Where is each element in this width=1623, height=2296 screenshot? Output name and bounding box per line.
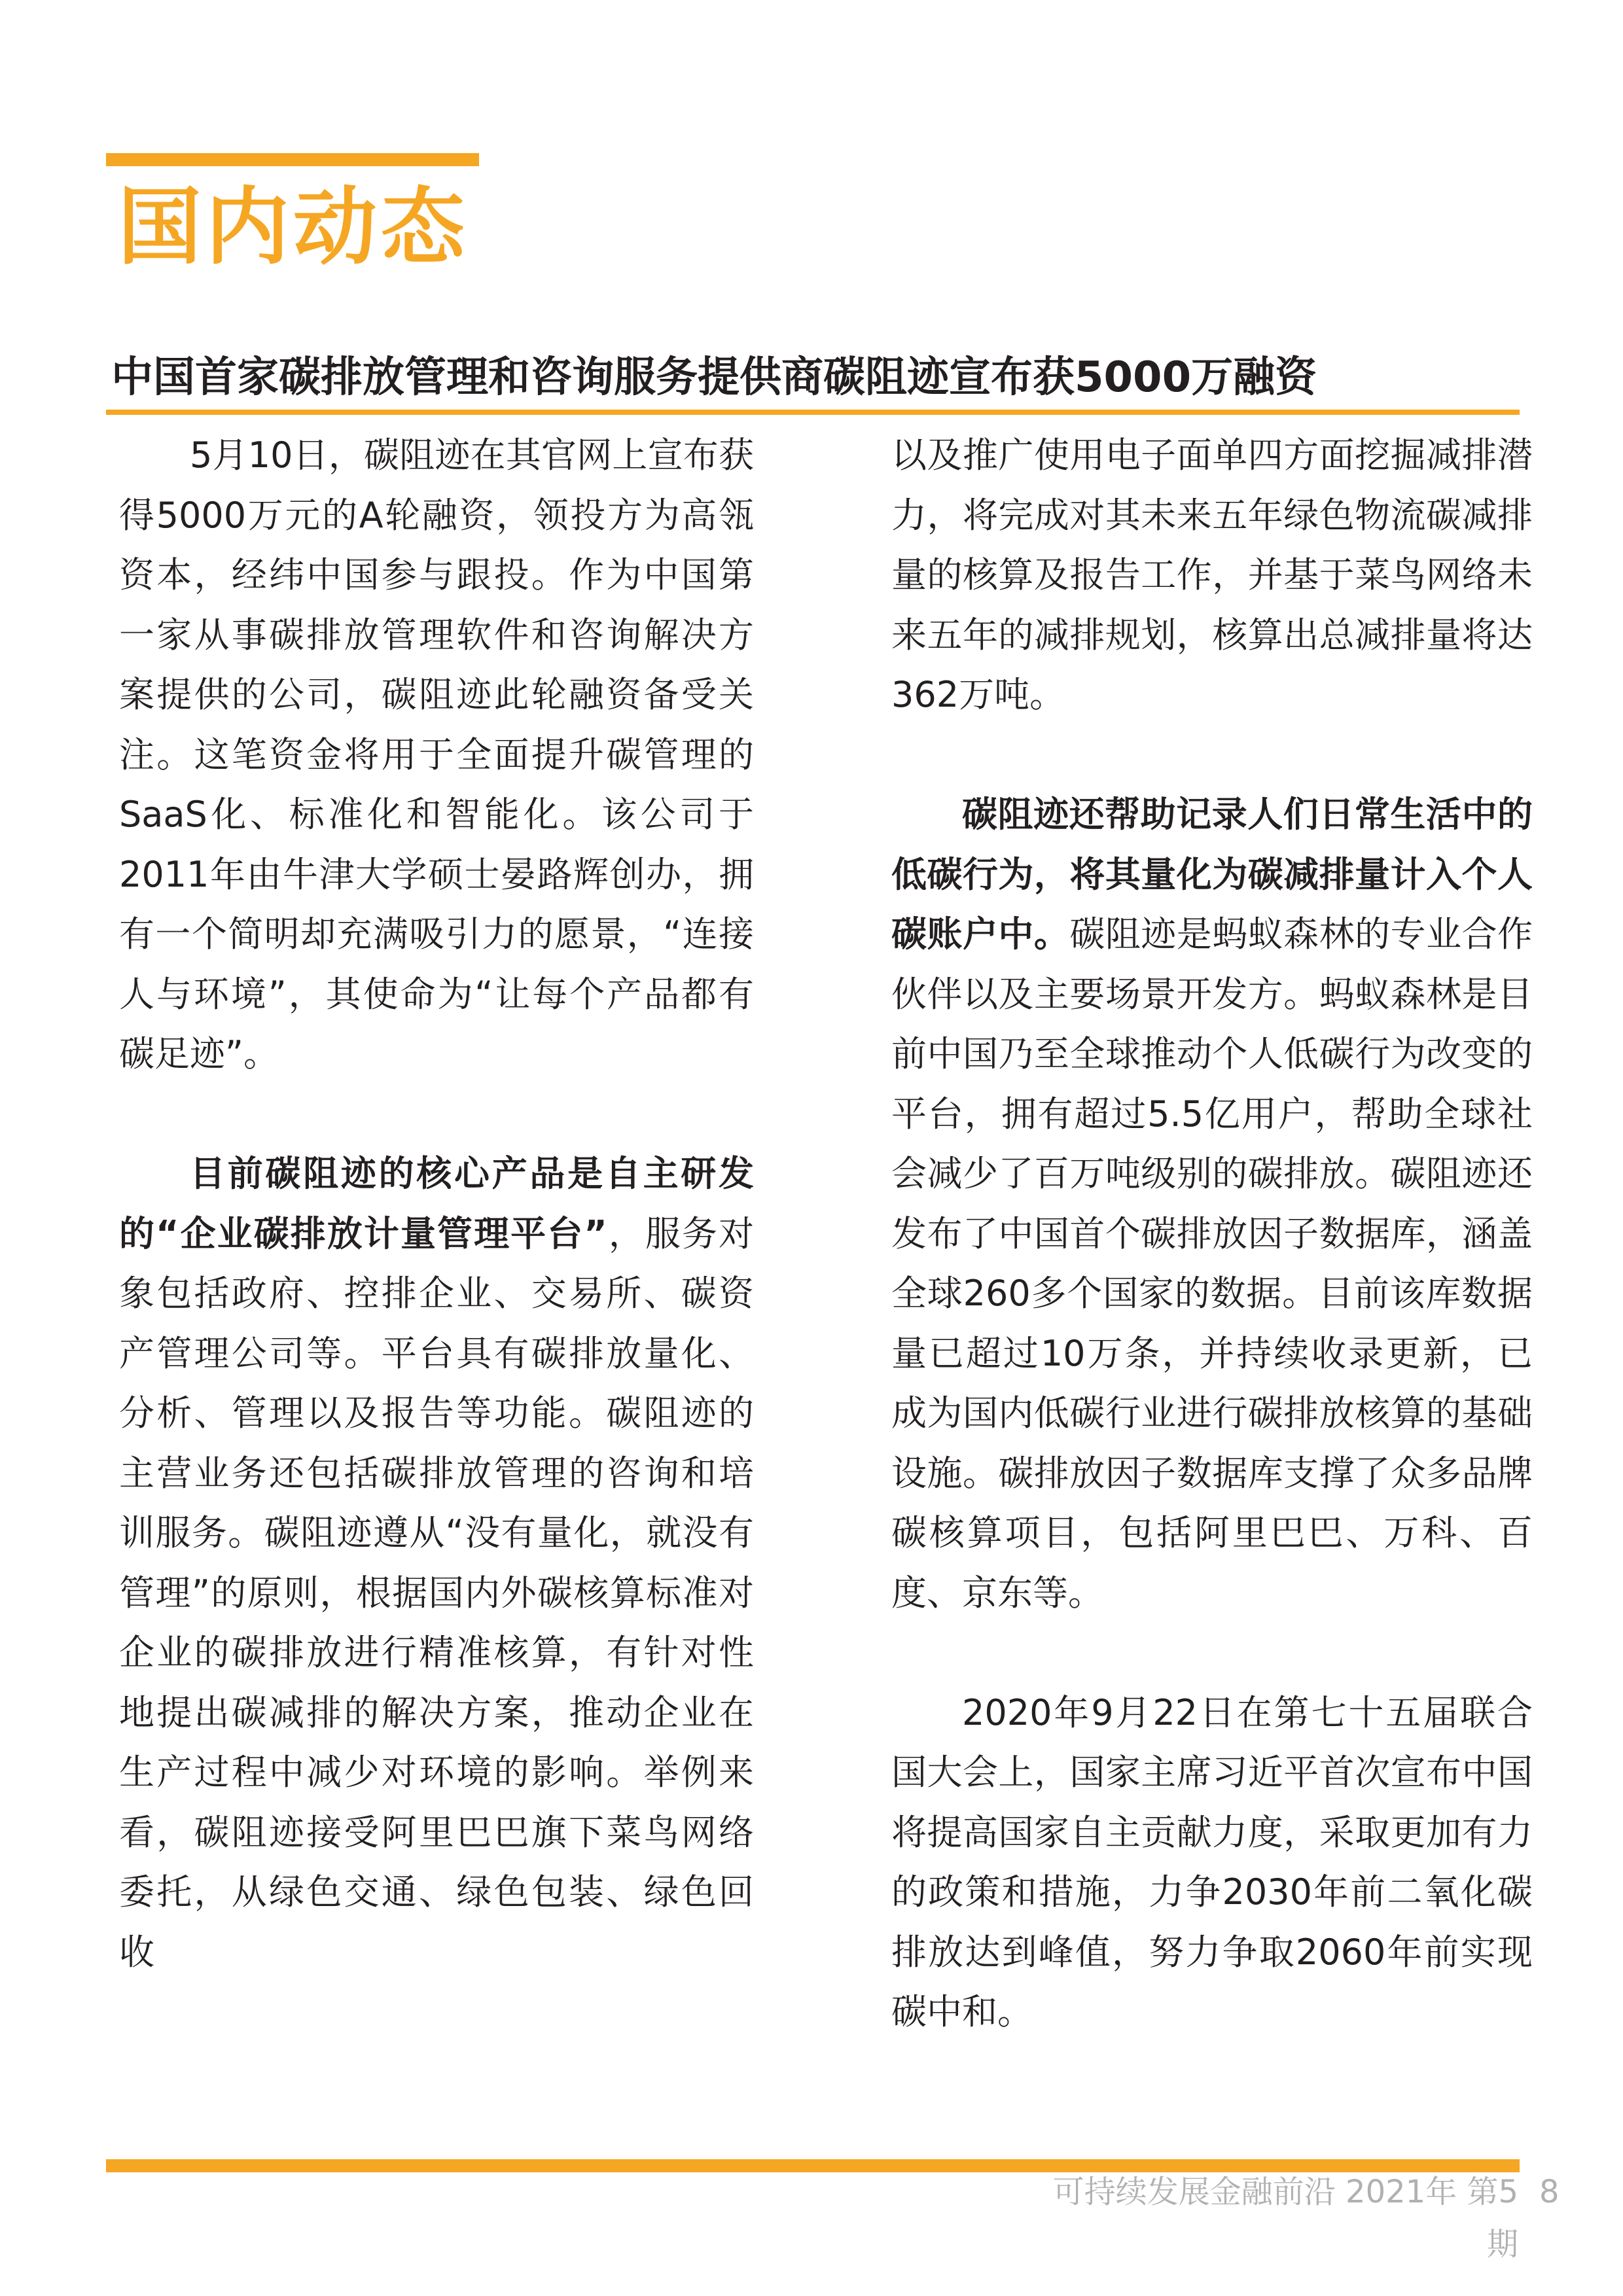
- article-column-left: [119, 425, 754, 1982]
- page-number: 8: [1539, 2174, 1560, 2210]
- paragraph: [119, 1144, 754, 1982]
- paragraph-text: 碳阻迹是蚂蚁森林的专业合作伙伴以及主要场景开发方。蚂蚁森林是目前中国乃至全球推动个人低碳行为改变的平台，拥有超过5.5亿用户，帮助全球社会减少了百万吨级别的碳排放。碳阻迹还发布了中国首个碳排放因子数据库，涵盖全球260多个国家的数据。目前该库数据量已超过10万条，并持续收录更新，已成为国内低碳行业进行碳排放核算的基础设施。碳排放因子数据库支撑了众多品牌碳核算项目，包括阿里巴巴、万科、百度、京东等。: [891, 913, 1533, 1614]
- paragraph-text: ，服务对象包括政府、控排企业、交易所、碳资产管理公司等。平台具有碳排放量化、分析、管理以及报告等功能。碳阻迹的主营业务还包括碳排放管理的咨询和培训服务。碳阻迹遵从“没有量化，就没有管理”的原则，根据国内外碳核算标准对企业的碳排放进行精准核算，有针对性地提出碳减排的解决方案，推动企业在生产过程中减少对环境的影响。举例来看，碳阻迹接受阿里巴巴旗下菜鸟网络委托，从绿色交通、绿色包装、绿色回收: [119, 1212, 755, 1973]
- article-column-right: [891, 425, 1533, 2042]
- paragraph-bold-lead: 碳阻迹还帮助记录人们日常生活中的低碳行为，将其量化为碳减排量计入个人碳账户中。: [891, 794, 1533, 955]
- headline-underline: [106, 410, 1520, 415]
- paragraph-bold-lead: 目前碳阻迹的核心产品是自主研发的“企业碳排放计量管理平台”: [119, 1153, 754, 1254]
- paragraph-continued: 以及推广使用电子面单四方面挖掘减排潜力，将完成对其未来五年绿色物流碳减排量的核算及报告工作，并基于菜鸟网络未来五年的减排规划，核算出总减排量将达362万吨。: [891, 434, 1533, 715]
- article-headline: 中国首家碳排放管理和咨询服务提供商碳阻迹宣布获5000万融资: [111, 353, 1317, 402]
- section-title: 国内动态: [118, 179, 469, 276]
- publication-name: 可持续发展金融前沿 2021年 第5期: [1052, 2174, 1518, 2263]
- paragraph: 5月10日，碳阻迹在其官网上宣布获得5000万元的A轮融资，领投方为高瓴资本，经纬中国参与跟投。作为中国第一家从事碳排放管理软件和咨询解决方案提供的公司，碳阻迹此轮融资备受关注。这笔资金将用于全面提升碳管理的SaaS化、标准化和智能化。该公司于2011年由牛津大学硕士晏路辉创办，拥有一个简明却充满吸引力的愿景，“连接人与环境”，其使命为“让每个产品都有碳足迹”。: [119, 434, 754, 1074]
- paragraph: [891, 785, 1533, 1623]
- section-accent-bar: [106, 153, 479, 166]
- paragraph: 2020年9月22日在第七十五届联合国大会上，国家主席习近平首次宣布中国将提高国家自主贡献力度，采取更加有力的政策和措施，力争2030年前二氧化碳排放达到峰值，努力争取2060年前实现碳中和。: [891, 1691, 1533, 2032]
